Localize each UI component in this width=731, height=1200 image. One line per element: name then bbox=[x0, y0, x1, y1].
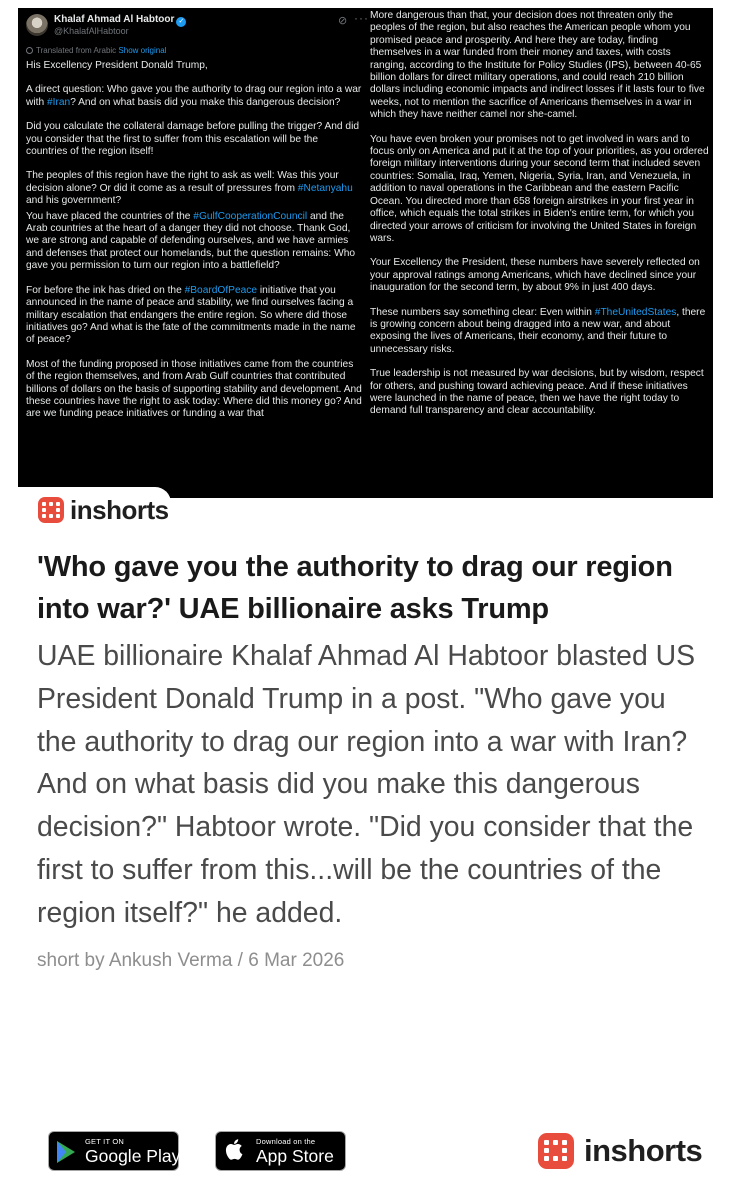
tweet-left-paragraph-7: Most of the funding proposed in those initiatives came from the countries of the region themselves, and from Arab Gulf countries that contributed billions of dollars on the basis of supporting stability and development. And these countries have the right to ask today: Where did this money go? And are we funding peace initiatives or funding a war that bbox=[26, 358, 362, 420]
inshorts-logo-icon bbox=[538, 1133, 574, 1169]
article-headline: 'Who gave you the authority to drag our region into war?' UAE billionaire asks Trump bbox=[37, 551, 673, 625]
more-options-icon: ··· bbox=[354, 11, 369, 25]
tweet-left-paragraph-2: A direct question: Who gave you the authority to drag our region into a war with #Iran? And on what basis did you make this dangerous decision? bbox=[26, 84, 362, 108]
footer-brand-name: inshorts bbox=[584, 1133, 703, 1168]
article-body: UAE billionaire Khalaf Ahmad Al Habtoor blasted US President Donald Trump in a post. "Who gave you the authority to drag our region into a war with Iran? And on what basis did you make this dangerous decision?" Habtoor wrote. "Did you consider that the first to suffer from this...will be the countries of the region itself?" he added. bbox=[37, 640, 696, 929]
author-name: Khalaf Ahmad Al Habtoor ✓ bbox=[54, 14, 186, 27]
tweet-right-column bbox=[366, 8, 713, 430]
hashtag-link: #BoardOfPeace bbox=[184, 284, 258, 296]
google-play-badge[interactable]: GET IT ON Google Play bbox=[48, 1131, 179, 1171]
tweet-right-paragraph-2: You have even broken your promises not to get involved in wars and to focus only on America and put it at the top of your priorities, as you ordered foreign military interventions during your second term that included seven countries: Somalia, Iraq, Yemen, Nigeria, Syria, Iran, and Venezuela, in addition to naval operations in the Caribbean and the eastern Pacific Ocean. You directed more than 658 foreign airstrikes in your first year in office, which equals the total strikes in Biden's entire term, for which you directed your arrows of criticism for involving the United States in foreign wars. bbox=[370, 133, 709, 244]
verified-icon: ✓ bbox=[176, 17, 186, 27]
hashtag-link: #GulfCooperationCouncil bbox=[193, 210, 308, 222]
app-store-badge[interactable]: Download on the App Store bbox=[215, 1131, 346, 1171]
tweet-left-paragraph-1: His Excellency President Donald Trump, bbox=[26, 60, 208, 71]
tweet-left-column bbox=[18, 8, 366, 433]
tweet-right-paragraph-1: More dangerous than that, your decision does not threaten only the peoples of the region, but also reaches the American people whom you promised peace and prosperity. And here they are today, finding themselves in a war funded from their money and taxes, with costs ranging, according to the Institute for Policy Studies (IPS), between 40-65 billion dollars for direct military operations, and could reach 210 billion dollars including economic impacts and indirect losses if it lasts four to five weeks, not to mention the sacrifice of Americans themselves in a war in which they have neither camel nor she-camel. bbox=[370, 10, 705, 121]
author-handle: @KhalafAlHabtoor bbox=[54, 26, 129, 36]
avatar bbox=[26, 14, 48, 36]
show-original-link: Show original bbox=[118, 46, 167, 55]
tweet-right-text bbox=[370, 10, 709, 418]
tweet-screenshot bbox=[18, 8, 713, 498]
tweet-right-paragraph-3: Your Excellency the President, these numbers have severely reflected on your approval ratings among Americans, which have declined since your inauguration for the second term, by about 9% in just 400 days. bbox=[370, 257, 700, 294]
tweet-left-text bbox=[26, 60, 362, 421]
apple-icon bbox=[225, 1138, 243, 1166]
tweet-header bbox=[26, 12, 362, 42]
source-badge bbox=[18, 487, 171, 531]
tweet-left-paragraph-6: For before the ink has dried on the #BoardOfPeace initiative that you announced in the name of peace and stability, we find ourselves facing a military escalation that endangers the entire region. So where did those initiatives go? And what is the fate of the commitments made in the name of peace? bbox=[26, 284, 356, 346]
hashtag-link: #Netanyahu bbox=[297, 182, 353, 194]
grok-icon: ⊘ bbox=[338, 15, 348, 27]
google-play-icon bbox=[57, 1141, 75, 1163]
apple-logo-shape bbox=[225, 1138, 243, 1160]
inshorts-logo-icon bbox=[38, 497, 64, 523]
tweet-left-paragraph-4: The peoples of this region have the right to ask as well: Was this your decision alone? Or did it come as a result of pressures from #Netanyahu and his government? bbox=[26, 170, 353, 207]
globe-icon bbox=[26, 47, 33, 54]
article-byline: short by Ankush Verma / 6 Mar 2026 bbox=[37, 950, 345, 971]
hashtag-link: #TheUnitedStates bbox=[594, 306, 677, 318]
tweet-right-paragraph-4: These numbers say something clear: Even within #TheUnitedStates, there is growing concern about being dragged into a new war, and about exposing the lives of Americans, their economy, and their future to unnecessary risks. bbox=[370, 306, 706, 355]
brand-name: inshorts bbox=[70, 495, 169, 525]
tweet-left-paragraph-5: You have placed the countries of the #GulfCooperationCouncil and the Arab countries at the heart of a danger they did not choose. Thank God, we are strong and capable of defending ourselves, and we have armies and defenses that protect our homelands, but the question remains: Who gave you permission to turn our region into a battlefield? bbox=[26, 210, 356, 272]
hashtag-link: #Iran bbox=[46, 96, 71, 108]
translated-notice: Translated from Arabic Show original bbox=[26, 46, 362, 57]
tweet-right-paragraph-5: True leadership is not measured by war decisions, but by wisdom, respect for others, and pushing toward achieving peace. And if these initiatives were launched in the name of peace, then we have the right today to demand full transparency and clear accountability. bbox=[370, 368, 704, 417]
tweet-left-paragraph-3: Did you calculate the collateral damage before pulling the trigger? And did you consider that the first to suffer from this escalation will be the countries of the region itself! bbox=[26, 121, 360, 158]
footer-brand-logo[interactable] bbox=[538, 1131, 708, 1171]
